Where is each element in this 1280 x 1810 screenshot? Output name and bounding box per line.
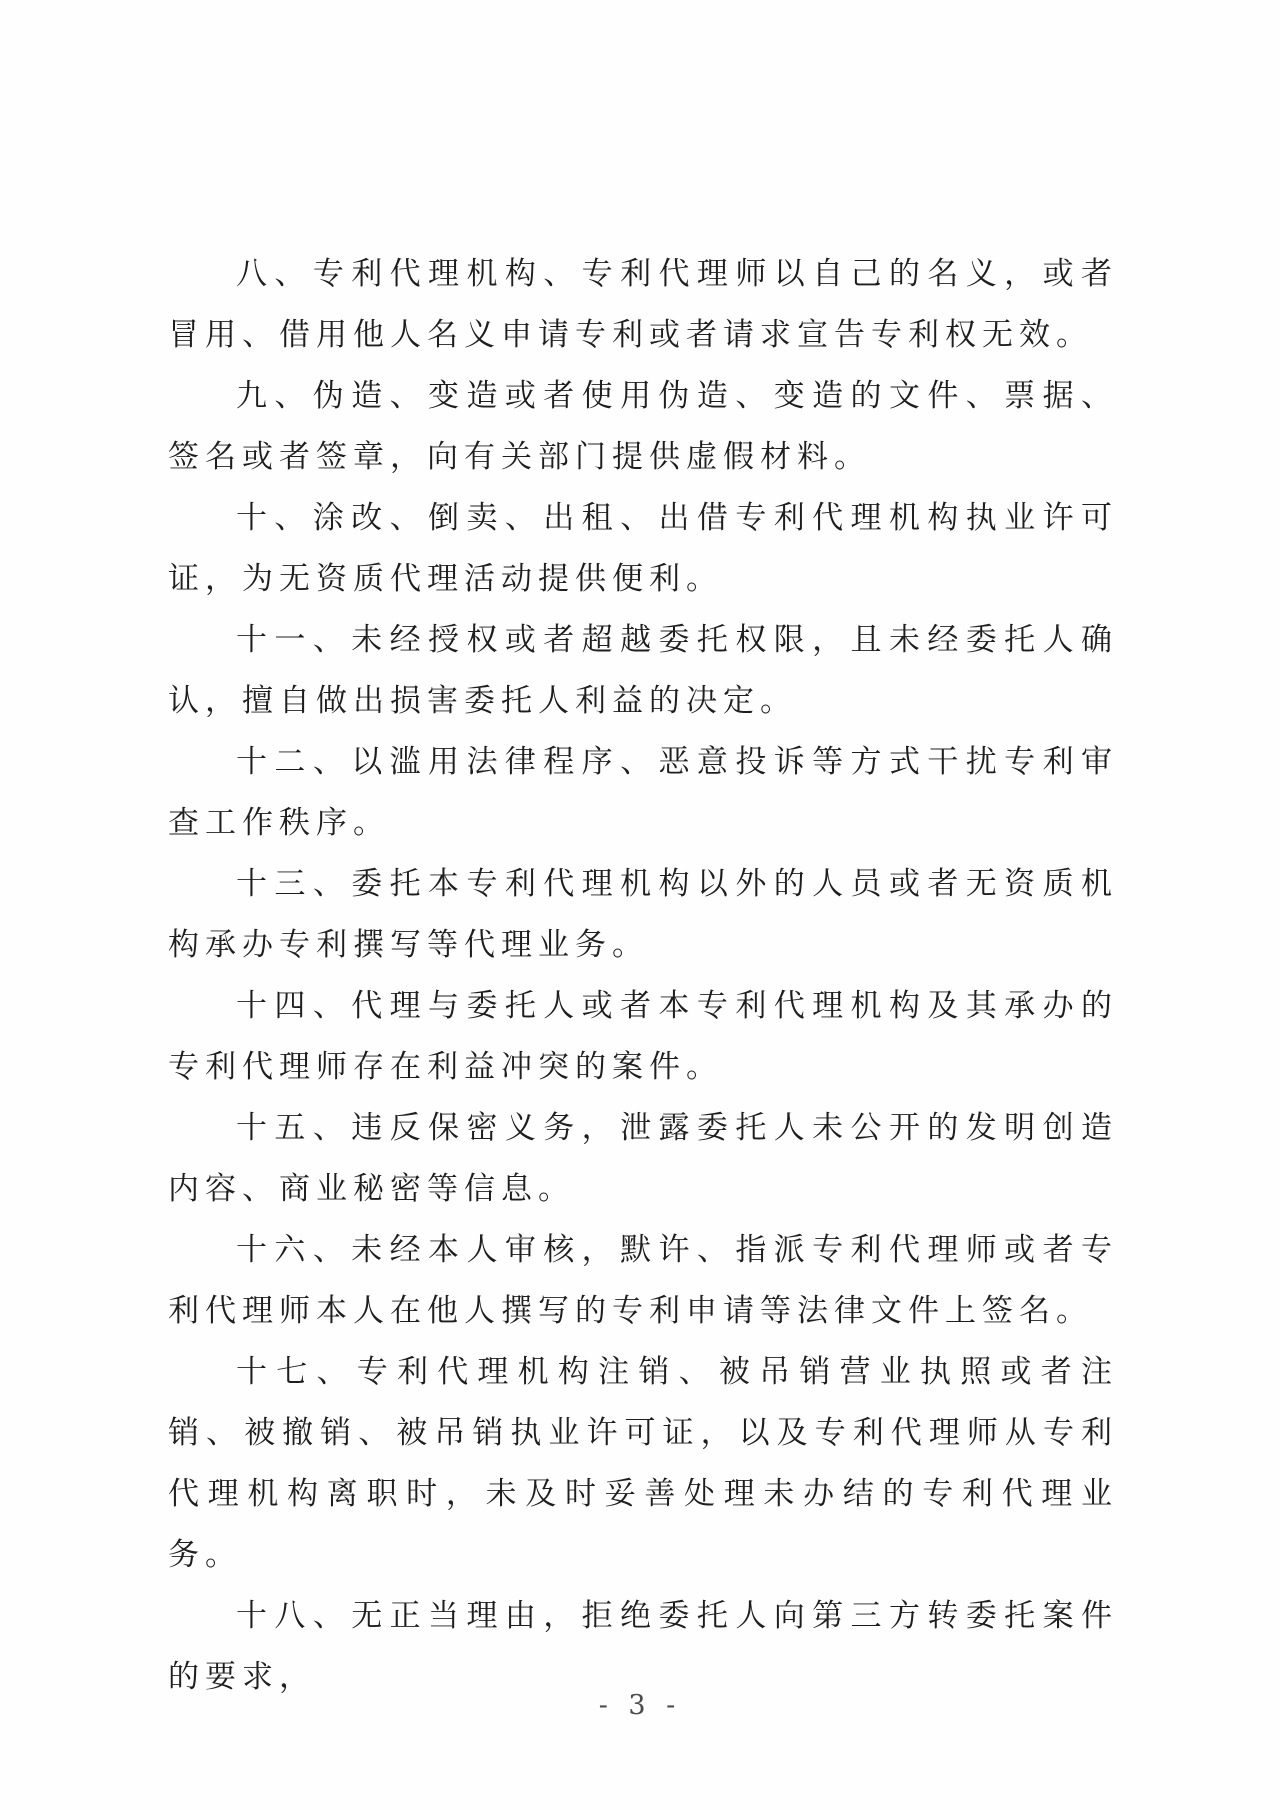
paragraph-item-8: 八、专利代理机构、专利代理师以自己的名义，或者冒用、借用他人名义申请专利或者请求宣告专利权无效。	[168, 256, 1118, 353]
page-number: - 3 -	[598, 1690, 682, 1721]
paragraph-item-11: 十一、未经授权或者超越委托权限，且未经委托人确认，擅自做出损害委托人利益的决定。	[168, 622, 1118, 719]
paragraph-item-15: 十五、违反保密义务，泄露委托人未公开的发明创造内容、商业秘密等信息。	[168, 1110, 1118, 1207]
paragraph-item-10: 十、涂改、倒卖、出租、出借专利代理机构执业许可证，为无资质代理活动提供便利。	[168, 500, 1118, 597]
paragraph-item-18: 十八、无正当理由，拒绝委托人向第三方转委托案件的要求，	[168, 1598, 1118, 1695]
paragraph-item-16: 十六、未经本人审核，默许、指派专利代理师或者专利代理师本人在他人撰写的专利申请等法律文件上签名。	[168, 1232, 1118, 1329]
paragraph-item-9: 九、伪造、变造或者使用伪造、变造的文件、票据、签名或者签章，向有关部门提供虚假材料。	[168, 378, 1118, 475]
paragraph-item-17: 十七、专利代理机构注销、被吊销营业执照或者注销、被撤销、被吊销执业许可证，以及专利代理师从专利代理机构离职时，未及时妥善处理未办结的专利代理业务。	[168, 1354, 1118, 1573]
paragraph-item-14: 十四、代理与委托人或者本专利代理机构及其承办的专利代理师存在利益冲突的案件。	[168, 988, 1118, 1085]
paragraph-item-13: 十三、委托本专利代理机构以外的人员或者无资质机构承办专利撰写等代理业务。	[168, 866, 1118, 963]
paragraph-item-12: 十二、以滥用法律程序、恶意投诉等方式干扰专利审查工作秩序。	[168, 744, 1118, 841]
document-body	[168, 244, 1118, 1708]
